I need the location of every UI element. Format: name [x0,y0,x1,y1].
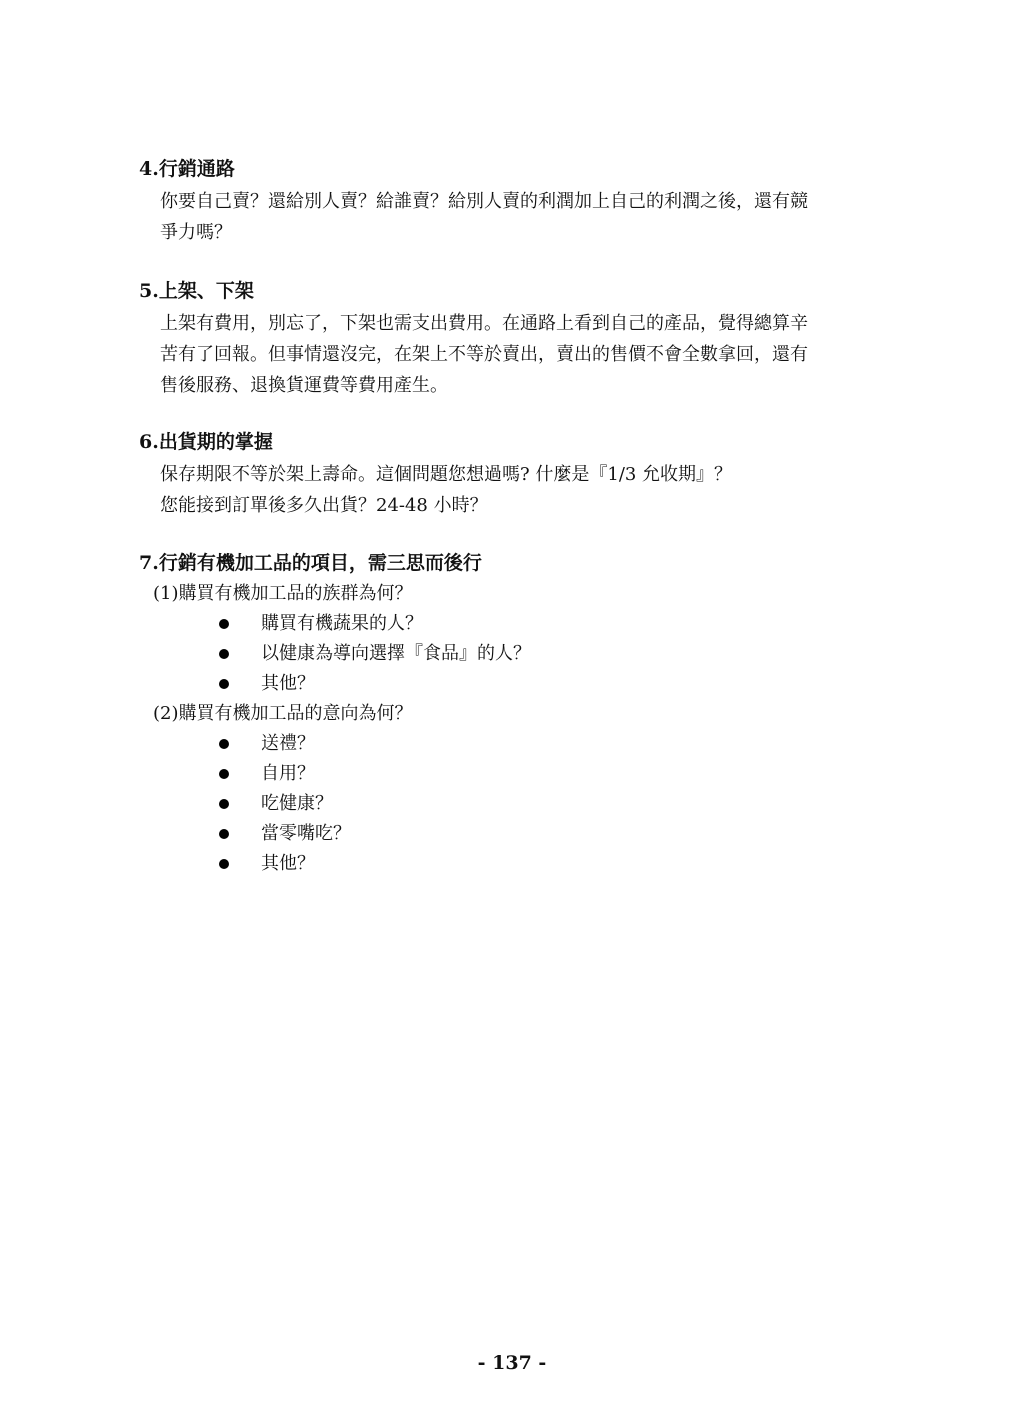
section-body [160,308,920,401]
section-body [160,186,920,248]
list-item-text: 吃健康？ [261,793,333,814]
list-item [139,789,929,819]
section-heading: 6.出貨期的掌握 [139,431,273,453]
bullet-icon [219,619,229,629]
body-line: 售後服務、退換貨運費等費用產生。 [160,375,448,396]
section-shelving [139,278,929,401]
bullet-icon [219,739,229,749]
bullet-icon [219,679,229,689]
section-heading: 5.上架、下架 [139,280,254,302]
list-item-text: 其他？ [261,673,315,694]
body-line: 保存期限不等於架上壽命。這個問題您想過嗎? 什麼是『1/3 允收期』？ [160,464,733,485]
section-heading: 7.行銷有機加工品的項目，需三思而後行 [139,552,482,574]
bullet-icon [219,649,229,659]
bullet-icon [219,799,229,809]
body-line: 苦有了回報。但事情還沒完，在架上不等於賣出，賣出的售價不會全數拿回，還有 [160,344,808,365]
bullet-icon [219,769,229,779]
list-item-text: 購買有機蔬果的人？ [261,613,423,634]
page-number: - 137 - [477,1352,547,1374]
bullet-icon [219,829,229,839]
group-label: (1)購買有機加工品的族群為何？ [153,583,413,604]
group-label: (2)購買有機加工品的意向為何？ [153,703,413,724]
list-item [139,819,929,849]
list-item [139,669,929,699]
bullet-icon [219,859,229,869]
list-item [139,609,929,639]
section-body [160,459,920,521]
body-line: 你要自己賣？還給別人賣？給誰賣？給別人賣的利潤加上自己的利潤之後，還有競 [160,191,808,212]
list-item-text: 自用？ [261,763,315,784]
body-line: 爭力嗎？ [160,222,232,243]
bullet-list [139,729,929,879]
list-item-text: 以健康為導向選擇『食品』的人？ [261,643,531,664]
list-item [139,729,929,759]
list-item [139,759,929,789]
section-shipping-period [139,429,929,521]
list-item-text: 當零嘴吃？ [261,823,351,844]
bullet-list [139,609,929,699]
body-line: 上架有費用，別忘了，下架也需支出費用。在通路上看到自己的產品，覺得總算辛 [160,313,808,334]
list-item [139,849,929,879]
section-marketing-channels [139,156,929,248]
section-heading: 4.行銷通路 [139,158,235,180]
list-item [139,639,929,669]
list-item-text: 送禮？ [261,733,315,754]
section-organic-products [139,550,929,879]
list-item-text: 其他？ [261,853,315,874]
body-line: 您能接到訂單後多久出貨？24-48 小時？ [160,495,488,516]
